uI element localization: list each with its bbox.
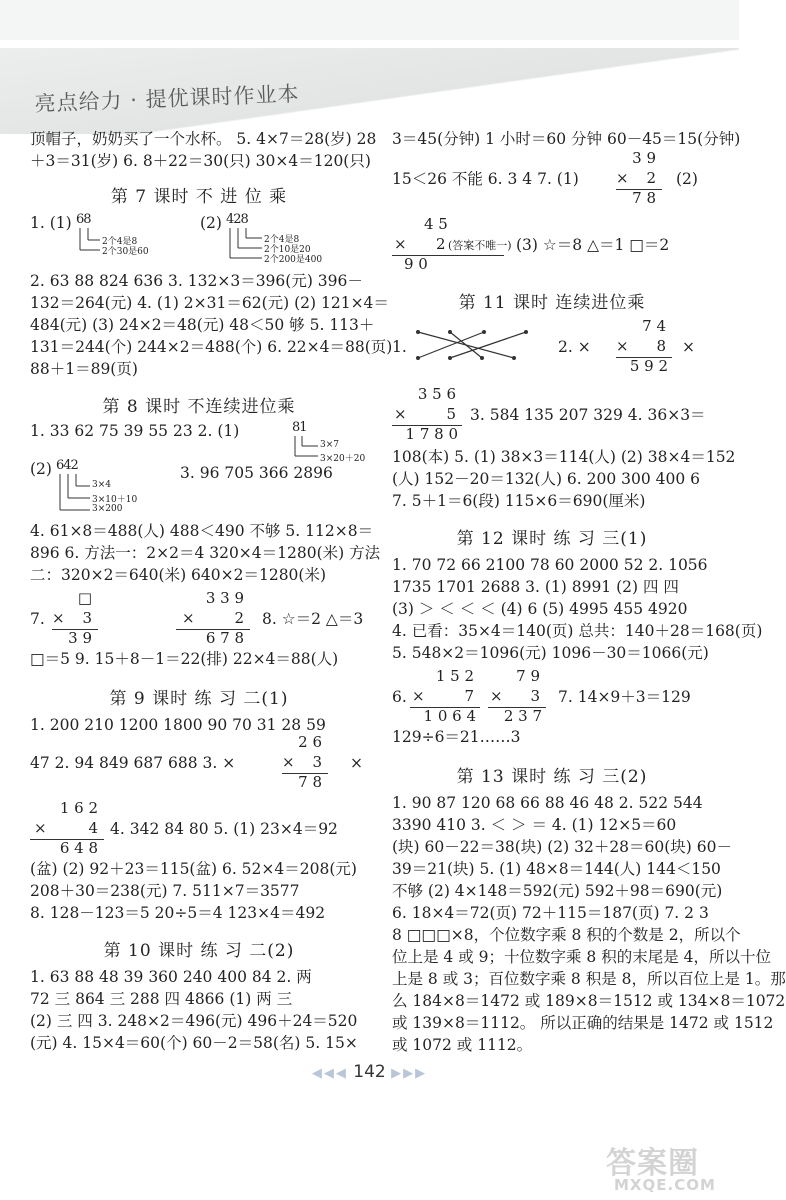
multiplier: 3 xyxy=(530,687,540,705)
match-dot xyxy=(512,356,516,360)
multiplicand: 3 5 6 xyxy=(417,385,456,403)
page-number-value: 142 xyxy=(353,1062,386,1082)
product: 6 7 8 xyxy=(205,629,244,647)
times-sign: × xyxy=(394,405,407,423)
text-line: (3) ＞ ＜ ＜ ＜ (4) 6 (5) 4995 455 4920 xyxy=(392,600,688,618)
multiplicand: 2 6 xyxy=(298,733,322,751)
q2-label: (2) xyxy=(30,460,52,478)
vertical-multiplication xyxy=(410,668,480,724)
diagram-note: 3×7 xyxy=(320,440,339,450)
text-line: 2. × xyxy=(558,338,591,356)
vertical-multiplication xyxy=(282,734,328,790)
digit-diagram xyxy=(56,458,156,518)
product: 1 0 6 4 xyxy=(423,707,476,725)
lesson-9-title: 第 9 课时 练 习 二(1) xyxy=(109,689,289,709)
text-line: 484(元) (3) 24×2＝48(元) 48＜50 够 5. 113＋ xyxy=(30,316,375,334)
text-line: 么 184×8＝1472 或 189×8＝1512 或 134×8＝1072 xyxy=(392,992,786,1010)
cross-mark: × xyxy=(350,754,363,772)
times-sign: × xyxy=(616,169,629,187)
text-line: 位上是 4 或 9；十位数字乘 8 积的末尾是 4，所以十位 xyxy=(392,948,772,966)
text-line: 896 6. 方法一：2×2＝4 320×4＝1280(米) 方法 xyxy=(30,544,381,562)
product: 2 3 7 xyxy=(503,707,542,725)
times-sign: × xyxy=(394,235,407,253)
q1-label: 1. xyxy=(392,338,407,356)
next-arrows-icon: ▶▶▶ xyxy=(391,1066,428,1081)
text-line: ＋3＝31(岁) 6. 8＋22＝30(只) 30×4＝120(只) xyxy=(30,152,371,170)
multiplicand: 4 5 xyxy=(424,215,448,233)
diagram-note: 2个10是20 xyxy=(264,245,311,255)
multiplicand: 1 5 2 xyxy=(435,667,474,685)
product: 5 9 2 xyxy=(629,357,668,375)
text-line: 108(本) 5. (1) 38×3＝114(人) (2) 38×4＝152 xyxy=(392,448,736,466)
text-line: 131＝244(个) 244×2＝488(个) 6. 22×4＝88(页) xyxy=(30,338,393,356)
vertical-multiplication xyxy=(616,150,662,206)
text-line: 或 1072 或 1112。 xyxy=(392,1036,533,1054)
text-line: 132＝264(元) 4. (1) 2×31＝62(元) (2) 121×4＝ xyxy=(30,294,389,312)
times-sign: × xyxy=(282,753,295,771)
text-line: 88＋1＝89(页) xyxy=(30,360,138,378)
multiplicand: 3 9 xyxy=(632,149,656,167)
match-dot xyxy=(416,356,420,360)
multiplicand: 7 9 xyxy=(516,667,540,685)
diagram-note: 3×20＋20 xyxy=(320,454,366,464)
diagram-note: 3×10＋10 xyxy=(92,495,138,505)
product: 7 8 xyxy=(632,189,656,207)
text-line: 1. 90 87 120 68 66 88 46 48 2. 522 544 xyxy=(392,794,703,812)
text-line: 顶帽子，奶奶买了一个水杯。 5. 4×7＝28(岁) 28 xyxy=(30,130,377,148)
text-line: 39＝21(块) 5. (1) 48×8＝144(人) 144＜150 xyxy=(392,860,721,878)
vertical-multiplication xyxy=(52,590,98,646)
multiplier: 3 xyxy=(82,609,92,627)
diagram-number: 68 xyxy=(76,212,91,227)
times-sign: × xyxy=(34,819,47,837)
text-line: 129÷6＝21……3 xyxy=(392,728,521,746)
vertical-multiplication xyxy=(30,800,104,856)
diagram-number: 642 xyxy=(56,458,78,473)
watermark xyxy=(606,1138,734,1196)
match-line xyxy=(418,332,484,358)
q1-label: (2) xyxy=(200,214,222,232)
text-line: 1735 1701 2688 3. (1) 8991 (2) 四 四 xyxy=(392,578,679,596)
multiplicand: 3 3 9 xyxy=(205,589,244,607)
text-line: 72 三 864 三 288 四 4866 (1) 两 三 xyxy=(30,990,293,1008)
text-line: 3＝45(分钟) 1 小时＝60 分钟 60－45＝15(分钟) xyxy=(392,130,741,148)
times-sign: × xyxy=(182,609,195,627)
diagram-number: 428 xyxy=(226,212,248,227)
match-dot xyxy=(448,330,452,334)
digit-diagram xyxy=(76,212,186,257)
match-dot xyxy=(480,356,484,360)
match-line xyxy=(450,332,482,358)
product: 1 7 8 0 xyxy=(405,425,458,443)
text-line: 3. 584 135 207 329 4. 36×3＝ xyxy=(470,406,706,424)
prev-arrows-icon: ◀◀◀ xyxy=(311,1066,348,1081)
text-line: 上是 8 或 3；百位数字乘 8 积是 8，所以百位上是 1。那 xyxy=(392,970,786,988)
book-title: 亮点给力 · 提优课时作业本 xyxy=(34,81,300,116)
cross-mark: × xyxy=(682,338,695,356)
lesson-10-title: 第 10 课时 练 习 二(2) xyxy=(103,941,295,961)
text-line: 7. 5＋1＝6(段) 115×6＝690(厘米) xyxy=(392,492,646,510)
lesson-12-title: 第 12 课时 练 习 三(1) xyxy=(456,529,648,549)
multiplicand: 7 4 xyxy=(642,317,666,335)
diagram-note: 2个200是400 xyxy=(264,255,323,265)
text-line: 1. 33 62 75 39 55 23 2. (1) xyxy=(30,422,240,440)
text-line: 6. 18×4＝72(页) 72＋115＝187(页) 7. 2 3 xyxy=(392,904,709,922)
watermark-logo: 答案圈 xyxy=(606,1146,699,1181)
vertical-multiplication xyxy=(616,318,672,374)
text-line: 4. 61×8＝488(人) 488＜490 不够 5. 112×8＝ xyxy=(30,522,374,540)
diagram-note: 3×4 xyxy=(92,480,111,490)
text-line: 1. 63 88 48 39 360 240 400 84 2. 两 xyxy=(30,968,312,986)
text-line: 7. 14×9＋3＝129 xyxy=(558,688,691,706)
text-line: 208＋30＝238(元) 7. 511×7＝3577 xyxy=(30,882,300,900)
multiplier: 3 xyxy=(312,753,322,771)
digit-diagram xyxy=(226,212,356,264)
match-dot xyxy=(416,330,420,334)
text-line: (块) 60－22＝38(块) (2) 32＋28＝60(块) 60－ xyxy=(392,838,733,856)
lesson-11-title: 第 11 课时 连续进位乘 xyxy=(458,293,646,313)
lesson-8-title: 第 8 课时 不连续进位乘 xyxy=(102,397,296,417)
text-line: (3) ☆＝8 △＝1 □＝2 xyxy=(516,236,670,254)
text-line: 4. 342 84 80 5. (1) 23×4＝92 xyxy=(110,820,338,838)
vertical-multiplication xyxy=(392,386,462,442)
product: 9 0 xyxy=(404,255,428,273)
diagram-note: 2个30是60 xyxy=(102,247,149,257)
q7-label: 7. xyxy=(30,610,45,628)
match-dot xyxy=(448,356,452,360)
times-sign: × xyxy=(412,687,425,705)
multiplier: 4 xyxy=(88,819,98,837)
match-line xyxy=(450,332,526,358)
product: 6 4 8 xyxy=(59,839,98,857)
multiplier: 2 xyxy=(646,169,656,187)
product: 3 9 xyxy=(68,629,92,647)
text-line: 二：320×2＝640(米) 640×2＝1280(米) xyxy=(30,566,327,584)
diagram-note: 3×200 xyxy=(92,504,123,514)
multiplier: 2 xyxy=(436,235,446,253)
text-line: 2. 63 88 824 636 3. 132×3＝396(元) 396－ xyxy=(30,272,363,290)
text-line: (盆) (2) 92＋23＝115(盆) 6. 52×4＝208(元) xyxy=(30,860,357,878)
text-line: 15＜26 不能 6. 3 4 7. (1) xyxy=(392,170,579,188)
match-dot xyxy=(524,330,528,334)
top-margin xyxy=(0,0,739,40)
vertical-multiplication xyxy=(488,668,546,724)
vertical-multiplication xyxy=(176,590,250,646)
lesson-13-title: 第 13 课时 练 习 三(2) xyxy=(456,767,648,787)
text-line: (人) 152－20＝132(人) 6. 200 300 400 6 xyxy=(392,470,701,488)
text-line: 3390 410 3. ＜ ＞ ＝ 4. (1) 12×5＝60 xyxy=(392,816,677,834)
vertical-multiplication xyxy=(392,215,512,273)
text-line: 8. ☆＝2 △＝3 xyxy=(262,610,364,628)
product: 7 8 xyxy=(298,773,322,791)
text-line: 或 139×8＝1112。 所以正确的结果是 1472 或 1512 xyxy=(392,1014,774,1032)
text-line: (元) 4. 15×4＝60(个) 60－2＝58(名) 5. 15× xyxy=(30,1034,358,1052)
watermark-url: MXQE.COM xyxy=(614,1176,716,1194)
multiplier: 2 xyxy=(234,609,244,627)
text-line: 4. 已看：35×4＝140(页) 总共：140＋28＝168(页) xyxy=(392,622,763,640)
diagram-note: 2个4是8 xyxy=(102,237,138,247)
multiplicand: □ xyxy=(77,589,92,607)
diagram-number: 81 xyxy=(292,420,307,435)
times-sign: × xyxy=(52,609,65,627)
multiplicand: 1 6 2 xyxy=(59,799,98,817)
page-number xyxy=(0,1062,739,1082)
times-sign: × xyxy=(616,337,629,355)
q6-label: 6. xyxy=(392,688,407,706)
matching-lines xyxy=(414,326,534,366)
answer-note: (答案不唯一) xyxy=(448,239,512,252)
text-line: (2) 三 四 3. 248×2＝496(元) 496＋24＝520 xyxy=(30,1012,358,1030)
text-line: □＝5 9. 15＋8－1＝22(排) 22×4＝88(人) xyxy=(30,650,339,668)
match-dot xyxy=(482,330,486,334)
text-line: (2) xyxy=(676,170,698,188)
text-line: 47 2. 94 849 687 688 3. × xyxy=(30,754,236,772)
multiplier: 8 xyxy=(656,337,666,355)
digit-diagram xyxy=(292,420,372,462)
text-line: 5. 548×2＝1096(元) 1096－30＝1066(元) xyxy=(392,644,709,662)
times-sign: × xyxy=(490,687,503,705)
text-line: 不够 (2) 4×148＝592(元) 592＋98＝690(元) xyxy=(392,882,723,900)
text-line: 8 □□□×8，个位数字乘 8 积的个数是 2，所以个 xyxy=(392,926,741,944)
q1-label: 1. (1) xyxy=(30,214,72,232)
multiplier: 5 xyxy=(446,405,456,423)
text-line: 1. 70 72 66 2100 78 60 2000 52 2. 1056 xyxy=(392,556,708,574)
text-line: 1. 200 210 1200 1800 90 70 31 28 59 xyxy=(30,716,326,734)
text-line: 8. 128－123＝5 20÷5＝4 123×4＝492 xyxy=(30,904,326,922)
multiplier: 7 xyxy=(464,687,474,705)
lesson-7-title: 第 7 课时 不 进 位 乘 xyxy=(110,187,288,207)
diagram-note: 2个4是8 xyxy=(264,235,300,245)
text-line: 3. 96 705 366 2896 xyxy=(180,464,333,482)
